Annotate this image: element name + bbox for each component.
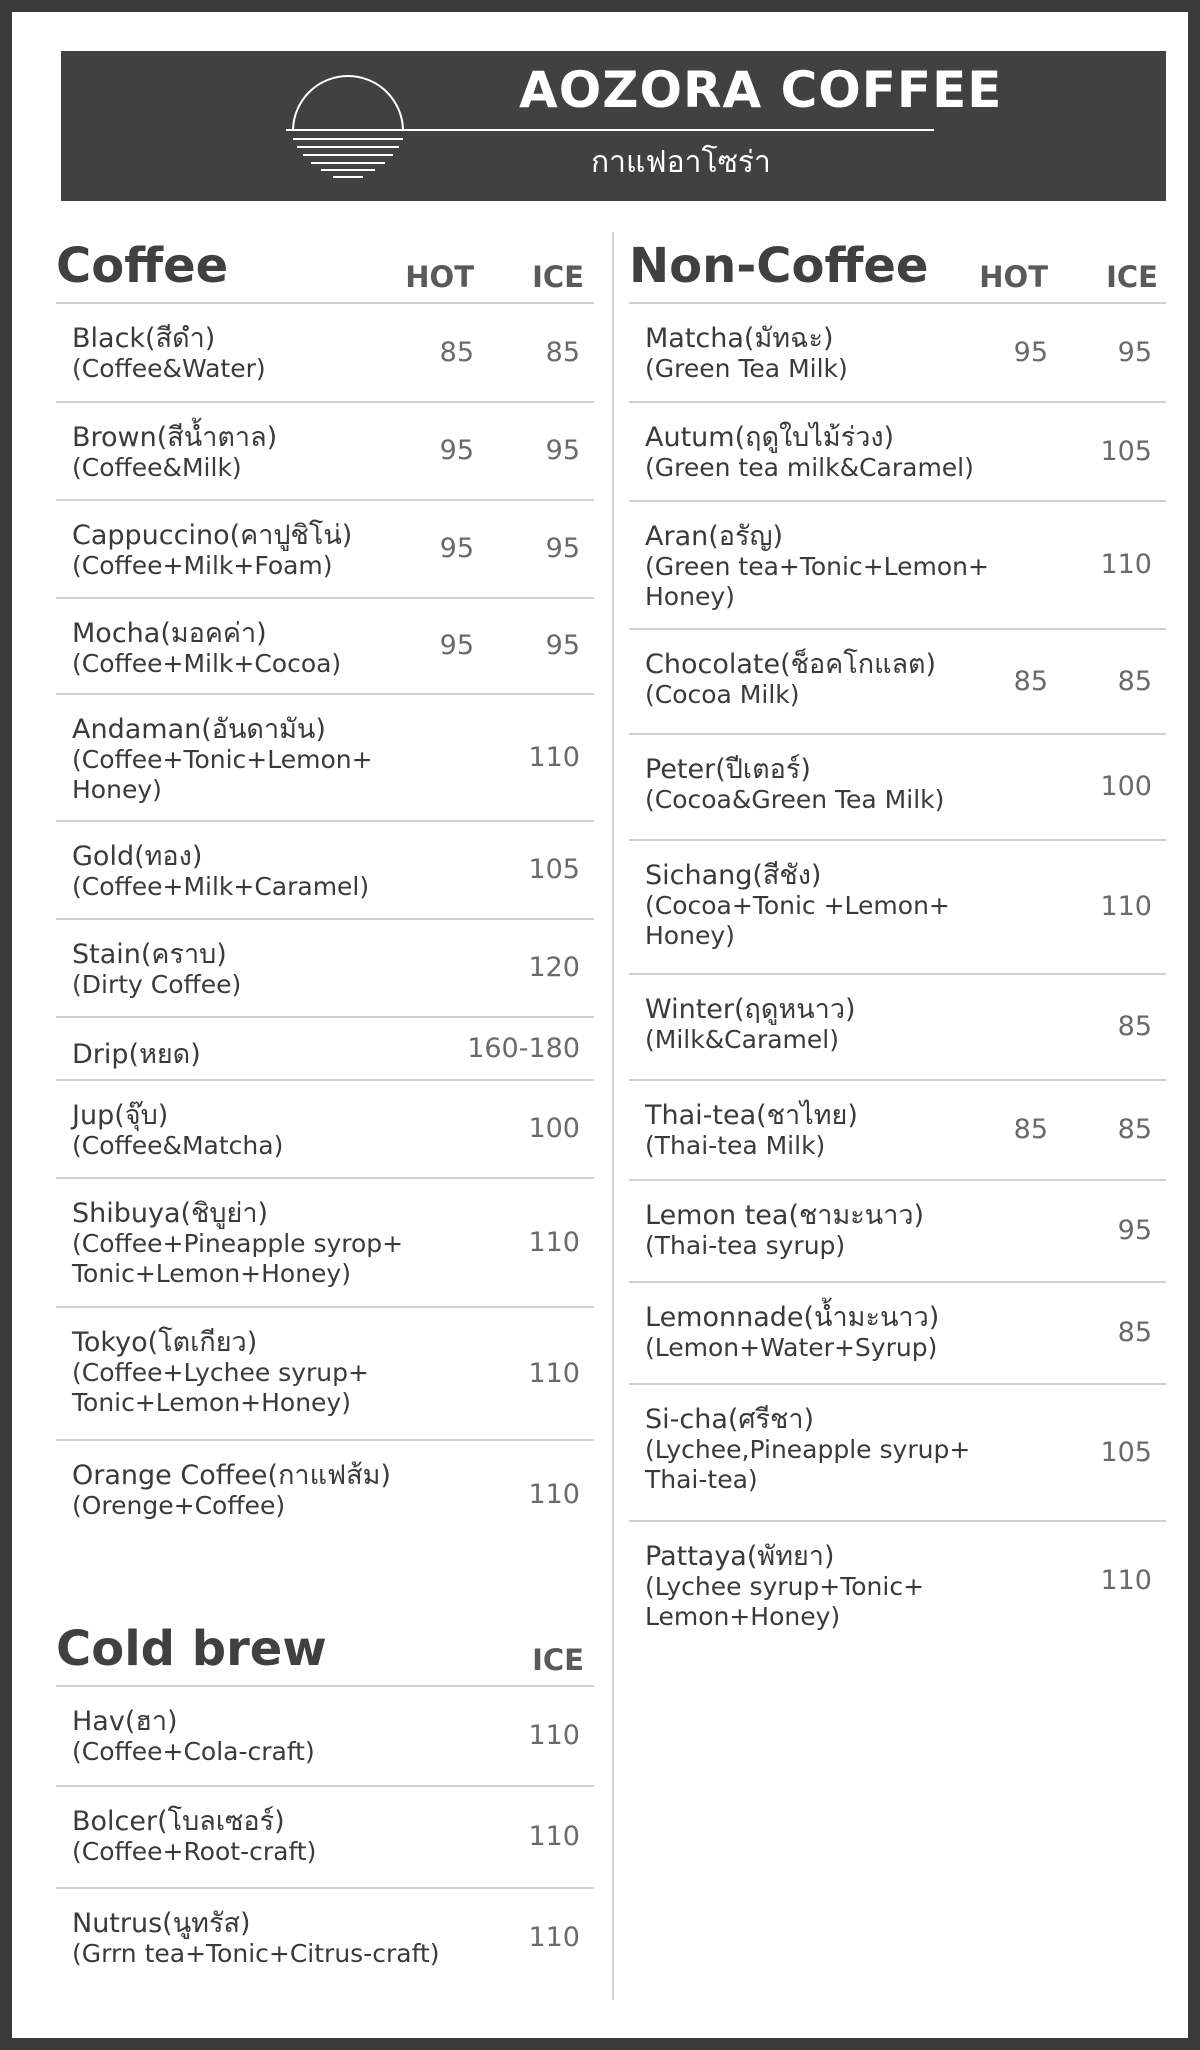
coffee-ice-label: ICE [532,260,584,294]
menu-item [629,630,1166,735]
coffee-header [56,232,594,304]
ice-price: 85 [1117,1114,1152,1145]
ice-price: 110 [528,1357,580,1389]
cold-brew-ice-label: ICE [532,1643,584,1677]
ice-price: 100 [528,1113,580,1144]
menu-item [629,304,1166,403]
non-coffee-list [629,304,1166,1642]
ice-price: 110 [528,1821,580,1852]
item-description: (Coffee&Milk) [72,453,242,482]
item-name: Bolcer(โบลเซอร์) [72,1806,285,1837]
item-description: (Milk&Caramel) [645,1025,839,1054]
item-description: (Lychee,Pineapple syrup+ Thai-tea) [645,1435,971,1494]
hot-price: 85 [1013,665,1048,697]
menu-item [629,1283,1166,1385]
ice-price: 95 [545,533,580,564]
item-description: (Coffee+Lychee syrup+ Tonic+Lemon+Honey) [72,1358,369,1417]
menu-item [56,1687,594,1787]
ice-price: 95 [545,435,580,466]
ice-price: 85 [545,336,580,368]
ice-price: 110 [1100,891,1152,922]
menu-item [56,599,594,695]
menu-sheet [12,12,1188,2038]
menu-item [629,403,1166,502]
ice-price: 110 [1100,549,1152,580]
menu-item [56,304,594,403]
brand-underline [286,129,934,131]
menu-item [56,1179,594,1308]
item-name: Nutrus(นูทรัส) [72,1908,251,1939]
item-description: (Coffee+Tonic+Lemon+ Honey) [72,745,373,804]
item-description: (Green tea milk&Caramel) [645,453,974,482]
item-description: (Dirty Coffee) [72,970,242,999]
ice-price: 110 [528,741,580,773]
item-name: Peter(ปีเตอร์) [645,754,811,785]
ice-price: 110 [528,1479,580,1510]
item-name: Sichang(สีชัง) [645,860,822,891]
item-name: Andaman(อันดามัน) [72,714,326,745]
menu-item [56,695,594,822]
item-description: (Grrn tea+Tonic+Citrus-craft) [72,1939,440,1968]
menu-item [629,1081,1166,1181]
brand-subtitle: กาแฟอาโซร่า [591,145,771,180]
coffee-section [56,232,594,1551]
menu-item [56,822,594,920]
item-description: (Coffee+Milk+Foam) [72,551,333,580]
menu-item [56,501,594,599]
hot-price: 85 [439,336,474,368]
item-name: Lemonnade(น้ำมะนาว) [645,1302,940,1333]
cold-brew-section [56,1615,594,1989]
ice-price: 120 [528,952,580,983]
ice-price: 110 [1100,1565,1152,1596]
item-description: (Cocoa+Tonic +Lemon+ Honey) [645,891,950,950]
ice-price: 85 [1117,1011,1152,1042]
ice-price: 105 [1100,435,1152,467]
item-description: (Coffee+Pineapple syrop+ Tonic+Lemon+Honey) [72,1229,404,1288]
item-name: Chocolate(ช็อคโกแลต) [645,649,937,680]
ice-price: 110 [528,1720,580,1751]
non-coffee-title: Non-Coffee [629,238,929,294]
hot-price: 95 [1013,336,1048,368]
ice-price: 100 [1100,771,1152,802]
cold-brew-title: Cold brew [56,1621,327,1677]
menu-item [56,1441,594,1551]
menu-item [56,920,594,1018]
item-name: Shibuya(ชิบูย่า) [72,1198,269,1229]
item-description: (Green tea+Tonic+Lemon+ Honey) [645,552,989,611]
item-name: Lemon tea(ชามะนาว) [645,1200,925,1231]
item-name: Cappuccino(คาปูชิโน่) [72,520,353,551]
cold-brew-list [56,1687,594,1989]
non-coffee-hot-label: HOT [979,260,1048,294]
ice-price: 160-180 [467,1032,580,1064]
header-banner [61,51,1166,201]
item-name: Hav(ฮา) [72,1706,178,1737]
ice-price: 85 [1117,1317,1152,1348]
item-description: (Coffee+Root-craft) [72,1837,317,1866]
coffee-title: Coffee [56,238,229,294]
item-name: Drip(หยด) [72,1038,201,1070]
ice-price: 110 [528,1226,580,1258]
hot-price: 85 [1013,1114,1048,1145]
ice-price: 105 [528,854,580,885]
item-name: Gold(ทอง) [72,841,203,872]
item-description: (Coffee+Milk+Caramel) [72,872,370,901]
hot-price: 95 [439,630,474,661]
item-description: (Coffee&Matcha) [72,1131,284,1160]
non-coffee-section [629,232,1166,1642]
ice-price: 95 [545,630,580,661]
menu-item [56,403,594,501]
cold-brew-header [56,1615,594,1687]
menu-item [56,1081,594,1179]
item-description: (Cocoa&Green Tea Milk) [645,785,945,814]
item-name: Orange Coffee(กาแฟส้ม) [72,1460,391,1491]
item-name: Brown(สีน้ำตาล) [72,422,278,453]
menu-item [56,1018,594,1081]
item-description: (Lychee syrup+Tonic+ Lemon+Honey) [645,1572,925,1631]
item-description: (Lemon+Water+Syrup) [645,1333,938,1362]
hot-price: 95 [439,435,474,466]
menu-item [56,1787,594,1889]
ice-price: 110 [528,1922,580,1953]
coffee-list [56,304,594,1551]
item-name: Stain(คราบ) [72,939,227,970]
hot-price: 95 [439,533,474,564]
ice-price: 85 [1117,665,1152,697]
ice-price: 95 [1117,336,1152,368]
item-name: Aran(อรัญ) [645,521,784,552]
ice-price: 95 [1117,1215,1152,1246]
menu-item [629,1385,1166,1522]
brand-name: AOZORA COFFEE [519,61,1003,119]
sunset-logo-icon [283,69,413,181]
menu-item [629,841,1166,975]
item-name: Winter(ฤดูหนาว) [645,994,856,1025]
item-name: Tokyo(โตเกียว) [72,1327,258,1358]
item-name: Si-cha(ศรีชา) [645,1404,815,1435]
item-name: Mocha(มอคค่า) [72,618,267,649]
item-description: (Orenge+Coffee) [72,1491,286,1520]
menu-item [629,735,1166,841]
item-name: Black(สีดำ) [72,323,216,354]
item-name: Pattaya(พัทยา) [645,1541,835,1572]
item-name: Jup(จุ๊บ) [72,1100,169,1131]
item-name: Thai-tea(ชาไทย) [645,1100,858,1131]
item-description: (Cocoa Milk) [645,680,800,709]
item-description: (Coffee+Cola-craft) [72,1737,315,1766]
menu-item [629,1181,1166,1283]
ice-price: 105 [1100,1436,1152,1468]
column-divider [612,232,614,2000]
coffee-hot-label: HOT [405,260,474,294]
item-description: (Thai-tea syrup) [645,1231,846,1260]
item-description: (Coffee+Milk+Cocoa) [72,649,342,678]
menu-item [56,1308,594,1441]
menu-item [629,1522,1166,1642]
item-name: Autum(ฤดูใบไม้ร่วง) [645,422,895,453]
menu-item [56,1889,594,1989]
item-description: (Thai-tea Milk) [645,1131,826,1160]
non-coffee-header [629,232,1166,304]
non-coffee-ice-label: ICE [1106,260,1158,294]
item-description: (Green Tea Milk) [645,354,848,383]
menu-item [629,975,1166,1081]
item-name: Matcha(มัทฉะ) [645,323,834,354]
menu-item [629,502,1166,630]
item-description: (Coffee&Water) [72,354,266,383]
